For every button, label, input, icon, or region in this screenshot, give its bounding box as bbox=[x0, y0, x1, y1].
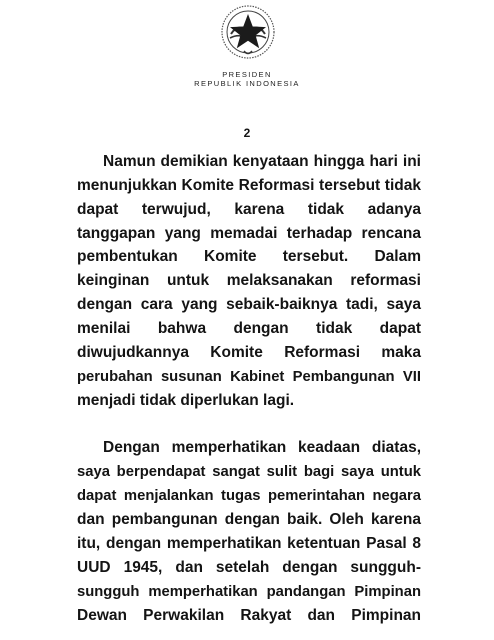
letterhead-line-2: REPUBLIK INDONESIA bbox=[194, 79, 300, 88]
paragraph-1-line: tanggapan yang memadai terhadap rencana bbox=[77, 225, 421, 242]
paragraph-1-line: Namun demikian kenyataan hingga hari ini bbox=[103, 153, 421, 170]
paragraph-1-line: perubahan susunan Kabinet Pembangunan VII bbox=[77, 369, 421, 385]
paragraph-2-line: Dewan Perwakilan Rakyat dan Pimpinan bbox=[77, 607, 421, 624]
paragraph-2-line: saya berpendapat sangat sulit bagi saya untuk bbox=[77, 464, 421, 480]
paragraph-2-line: itu, dengan memperhatikan ketentuan Pasal 8 bbox=[77, 535, 421, 552]
paragraph-1-line: dengan cara yang sebaik-baiknya tadi, saya bbox=[77, 296, 421, 313]
paragraph-1-line: pembentukan Komite tersebut. Dalam bbox=[77, 248, 421, 265]
paragraph-1-line: dapat terwujud, karena tidak adanya bbox=[77, 201, 421, 218]
paragraph-1-line: menilai bahwa dengan tidak dapat bbox=[77, 320, 421, 337]
paragraph-2-line: dan pembangunan dengan baik. Oleh karena bbox=[77, 511, 421, 528]
paragraph-2-line: Dengan memperhatikan keadaan diatas, bbox=[103, 439, 421, 456]
paragraph-1-line: diwujudkannya Komite Reformasi maka bbox=[77, 344, 421, 361]
paragraph-2-line: sungguh memperhatikan pandangan Pimpinan bbox=[77, 584, 421, 600]
page-number: 2 bbox=[243, 126, 251, 140]
paragraph-1-line: keinginan untuk melaksanakan reformasi bbox=[77, 272, 421, 289]
paragraph-2-line: UUD 1945, dan setelah dengan sungguh- bbox=[77, 559, 421, 576]
paragraph-2-line: dapat menjalankan tugas pemerintahan negara bbox=[77, 488, 421, 504]
garuda-star-emblem-icon bbox=[220, 4, 276, 60]
paragraph-1-line: menunjukkan Komite Reformasi tersebut tidak bbox=[77, 177, 421, 194]
letterhead-line-1: PRESIDEN bbox=[222, 70, 272, 79]
paragraph-1-line: menjadi tidak diperlukan lagi. bbox=[77, 392, 295, 409]
